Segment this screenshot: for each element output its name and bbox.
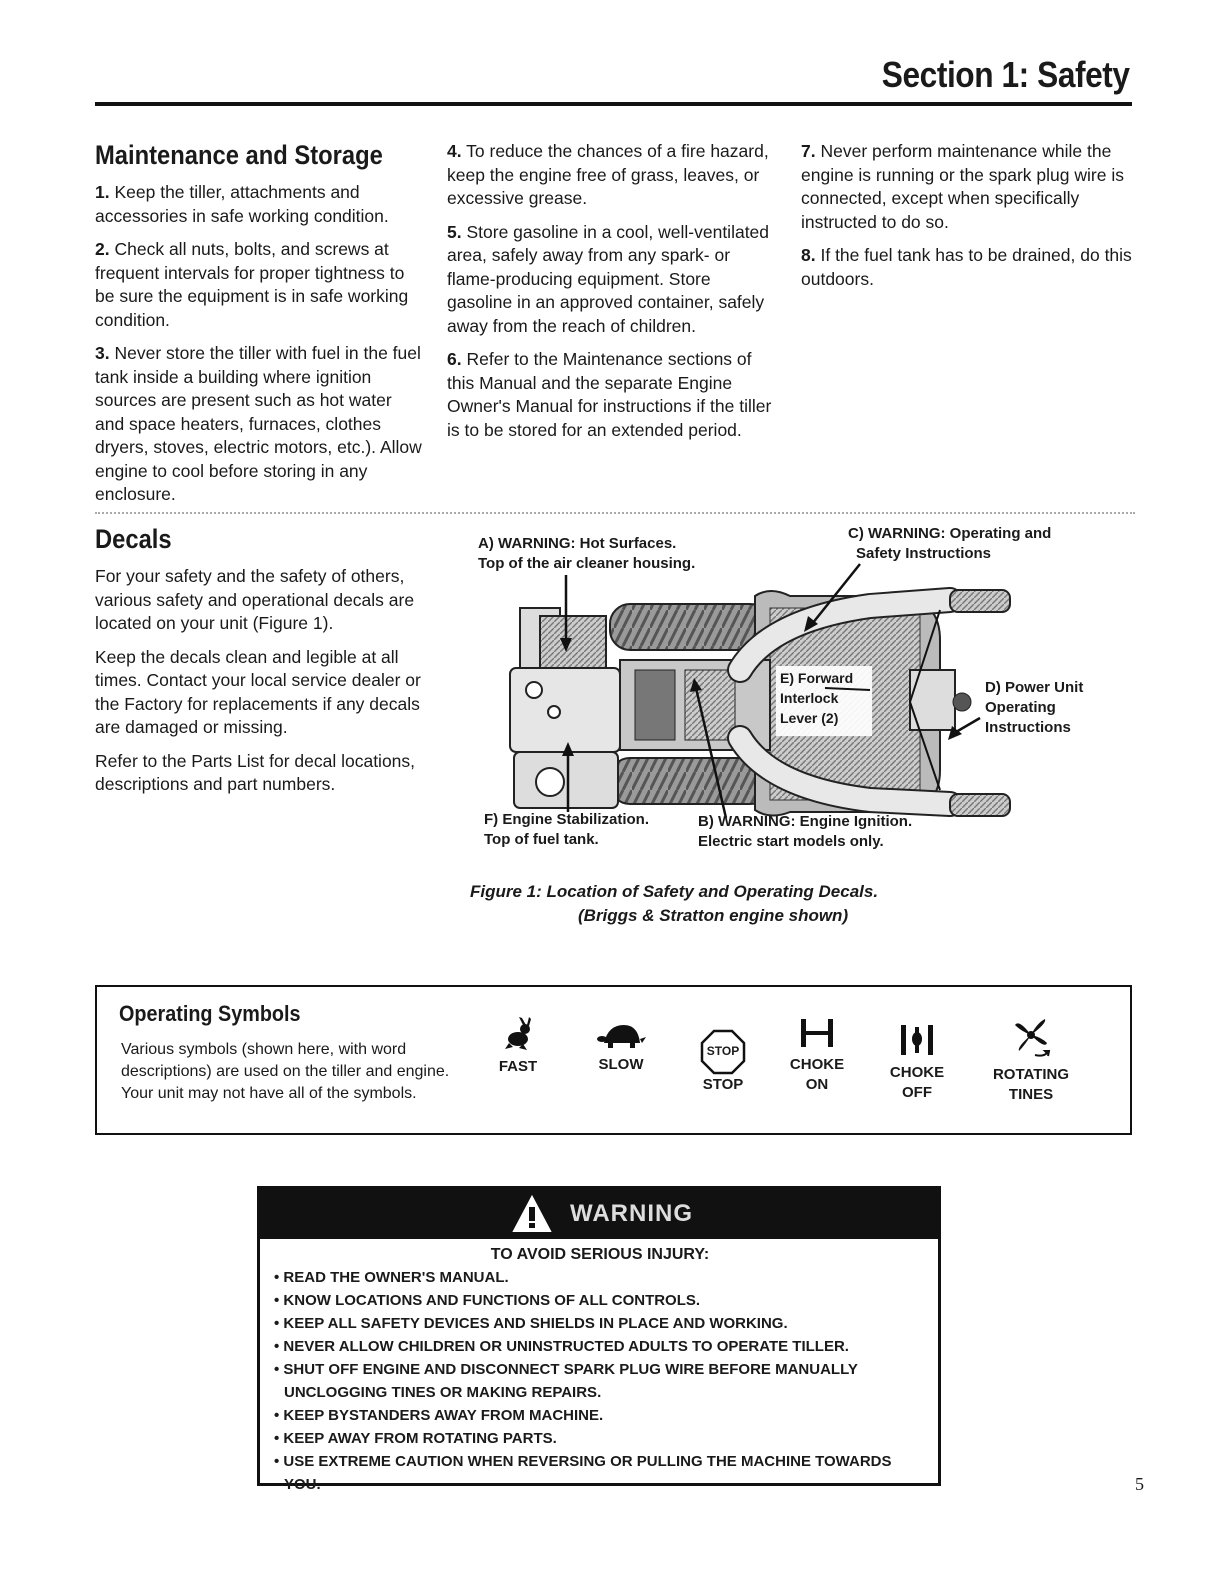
decals-paragraph-3: Refer to the Parts List for decal locations, descriptions and part numbers. [95, 750, 416, 794]
maintenance-item-7: 7. Never perform maintenance while the engine is running or the spark plug wire is connected, except when specifically instructed to do so. [801, 141, 1124, 232]
symbol-choke-off: CHOKE OFF [887, 1021, 947, 1103]
warning-header [260, 1189, 938, 1239]
warning-item: • KEEP AWAY FROM ROTATING PARTS. [274, 1430, 557, 1447]
label-a: A) WARNING: Hot Surfaces. Top of the air cleaner housing. [478, 535, 696, 572]
maintenance-heading: Maintenance and Storage [95, 140, 383, 170]
symbol-fast: FAST [493, 1017, 543, 1077]
warning-item: • USE EXTREME CAUTION WHEN REVERSING OR PULLING THE MACHINE TOWARDS YOU. [274, 1453, 892, 1493]
maintenance-item-3: 3. Never store the tiller with fuel in the fuel tank inside a building where ignition sources are present such as hot water and space heaters, furnaces, clothes dryers, stoves, electric motors, etc.). Allow engine to cool before storing in any enclosure. [95, 343, 422, 504]
warning-item: • KEEP BYSTANDERS AWAY FROM MACHINE. [274, 1407, 604, 1424]
warning-item: • SHUT OFF ENGINE AND DISCONNECT SPARK PLUG WIRE BEFORE MANUALLY UNCLOGGING TINES OR MAKING REPAIRS. [274, 1361, 858, 1401]
section-divider [95, 512, 1135, 514]
decals-heading: Decals [95, 524, 172, 554]
maintenance-column-3 [801, 140, 1134, 301]
warning-intro: TO AVOID SERIOUS INJURY: [490, 1246, 710, 1263]
warning-item: • NEVER ALLOW CHILDREN OR UNINSTRUCTED ADULTS TO OPERATE TILLER. [274, 1338, 849, 1355]
stop-sign-icon: STOP [700, 1029, 746, 1075]
maintenance-column-2 [447, 140, 780, 452]
turtle-icon [596, 1023, 646, 1049]
label-b: B) WARNING: Engine Ignition. Electric start models only. [698, 813, 913, 850]
warning-item: • KNOW LOCATIONS AND FUNCTIONS OF ALL CONTROLS. [274, 1292, 701, 1309]
label-d: D) Power Unit Operating Instructions [985, 679, 1084, 736]
warning-triangle-icon [512, 1195, 552, 1233]
warning-list [270, 1243, 930, 1496]
rabbit-icon [503, 1017, 533, 1051]
maintenance-item-5: 5. Store gasoline in a cool, well-ventilated area, safely away from any spark- or flame-producing equipment. Store gasoline in an approved container, safely away from the reach of children. [447, 221, 770, 336]
symbol-stop: STOP STOP [695, 1029, 751, 1095]
label-f: F) Engine Stabilization. Top of fuel tank. [484, 811, 649, 848]
symbol-choke-on: CHOKE ON [787, 1017, 847, 1095]
figure-caption: Figure 1: Location of Safety and Operating Decals. (Briggs & Stratton engine shown) [470, 882, 879, 925]
maintenance-column-1 [95, 140, 425, 517]
symbol-slow: SLOW [593, 1023, 649, 1075]
choke-on-icon [797, 1017, 837, 1049]
operating-symbols-description: Various symbols (shown here, with word descriptions) are used on the tiller and engine. Your unit may not have all of the symbols. [121, 1041, 450, 1102]
maintenance-item-1: 1. Keep the tiller, attachments and accessories in safe working condition. [95, 182, 389, 226]
maintenance-item-4: 4. To reduce the chances of a fire hazard, keep the engine free of grass, leaves, or excessive grease. [447, 141, 769, 208]
maintenance-item-8: 8. If the fuel tank has to be drained, do this outdoors. [801, 245, 1132, 289]
decals-paragraph-2: Keep the decals clean and legible at all times. Contact your local service dealer or the Factory for replacements if any decals are damaged or missing. [95, 646, 421, 737]
warning-title: WARNING [570, 1200, 693, 1227]
symbol-rotating-tines: ROTATING TINES [991, 1015, 1071, 1105]
operating-symbols-box [95, 985, 1132, 1135]
page-number: 5 [1135, 1474, 1144, 1494]
label-c: C) WARNING: Operating and Safety Instructions [848, 525, 1052, 562]
upper-grip [950, 590, 1010, 612]
operating-symbols-heading: Operating Symbols [119, 1001, 301, 1026]
fuel-tank [514, 752, 618, 808]
warning-item: • READ THE OWNER'S MANUAL. [274, 1269, 509, 1286]
warning-box [257, 1186, 941, 1493]
lower-grip [950, 794, 1010, 816]
warning-item: • KEEP ALL SAFETY DEVICES AND SHIELDS IN PLACE AND WORKING. [274, 1315, 788, 1332]
decals-paragraph-1: For your safety and the safety of others, various safety and operational decals are located on your unit (Figure 1). [95, 566, 415, 633]
maintenance-item-2: 2. Check all nuts, bolts, and screws at frequent intervals for proper tightness to be sure the equipment is in safe working condition. [95, 239, 409, 330]
engine-block [510, 668, 620, 752]
section-title: Section 1: Safety [882, 54, 1130, 95]
header-rule [95, 102, 1132, 106]
figure-1 [470, 520, 1130, 860]
maintenance-item-6: 6. Refer to the Maintenance sections of this Manual and the separate Engine Owner's Manual for instructions if the tiller is to be stored for an extended period. [447, 349, 772, 440]
decals-section [95, 524, 425, 807]
label-e: E) Forward Interlock Lever (2) [780, 670, 854, 726]
choke-off-icon [897, 1021, 937, 1057]
rotating-tines-icon [1011, 1015, 1051, 1059]
